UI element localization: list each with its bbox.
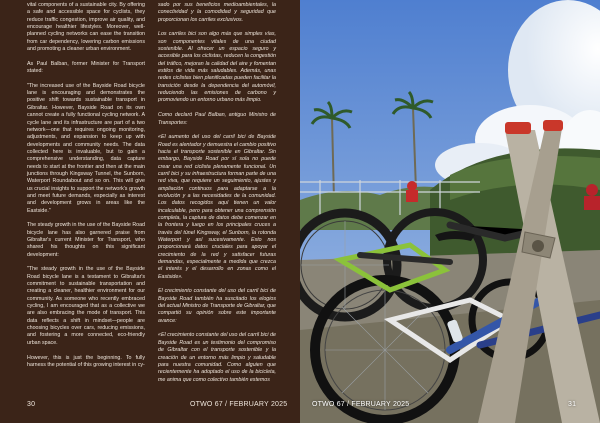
quote-paragraph: "The increased use of the Bayside Road bicycle lane is encouraging and demonstrates the positive shift towards sustainable transport in Gibraltar. However, Bayside Road on its own cannot create a fully functional cycling network. A cycle lane and its infrastructure are part of a two network—one that requires ongoing monitoring, adjustments, and expansion to keep up with developments and community needs. The data collected here is invaluable, but to gain a comprehensive understanding, data capture needs to start at the frontier and then at the main junctions through Kingsway Tunnel, the Sunborn, Waterport Roundabout and so on. This will give us crucial insights to support the network's growth and meet future demands, especially as interest and development grows in areas like the Eastside." <box>27 82 145 214</box>
paragraph: sado por sus beneficios medioambientales, la conectividad y la comodidad y seguridad que proporcionan los carriles exclusivos. <box>158 2 276 23</box>
paragraph: vital components of a sustainable city. By offering a safe and accessible space for cyclists, they reduce traffic congestion, improve air quality, and encourage healthier lifestyles. Moreover, well-planned cycling networks can ease the transition from car dependency, lowering carbon emissions and promoting a cleaner urban environment. <box>27 2 145 53</box>
paragraph: Como declaró Paul Balban, antiguo Ministro de Transportes: <box>158 112 276 126</box>
cyclist <box>584 184 600 210</box>
spanish-text-column <box>158 2 276 391</box>
page-number: 30 <box>27 401 36 408</box>
bicycle-rack-photo <box>300 0 600 423</box>
paragraph: El crecimiento constante del uso del carril bici de Bayside Road también ha suscitado los elogios del actual Ministro de Transporte de Gibraltar, que compartió su opinión sobre este importante avance: <box>158 288 276 324</box>
magazine-issue-label: OTWO 67 / FEBRUARY 2025 <box>312 401 410 408</box>
paragraph: As Paul Balban, former Minister for Transport stated: <box>27 60 145 75</box>
paragraph: The steady growth in the use of the Bayside Road bicycle lane has also garnered praise from Gibraltar's current Minister for Transport, who shared his thoughts on this significant development: <box>27 222 145 258</box>
paragraph: Los carriles bici son algo más que simples vías, son componentes vitales de una ciudad sostenible. Al ofrecer un espacio seguro y accesible para los ciclistas, reducen la congestión del tráfico, mejoran la calidad del aire y fomentan estilos de vida más saludables. Además, unas redes ciclistas bien planificadas pueden facilitar la transición desde la dependencia del automóvil, reduciendo las emisiones de carbono y promoviendo un entorno urbano más limpio. <box>158 31 276 104</box>
page-number: 31 <box>568 401 577 408</box>
right-page <box>300 0 600 423</box>
paragraph: However, this is just the beginning. To fully harness the potential of this growing interest in cy- <box>27 354 145 368</box>
magazine-issue-label: OTWO 67 / FEBRUARY 2025 <box>190 401 288 408</box>
quote-paragraph: «El crecimiento constante del uso del carril bici de Bayside Road es un testimonio del compromiso de Gibraltar con el transporte sostenible y la creación de un entorno más limpio y saludable para nuestra comunidad. Como alguien que recientemente ha adoptado el uso de la bicicleta, me anima que como colectivo también estemos <box>158 332 276 383</box>
quote-paragraph: «El aumento del uso del carril bici de Bayside Road es alentador y demuestra el cambio positivo hacia el transporte sostenible en Gibraltar. Sin embargo, Bayside Road por sí sola no puede crear una red ciclista plenamente funcional. Un carril bici y su infraestructura forman parte de una red viva, que requiere un seguimiento, ajustes y ampliación continuos para adaptarse a la evolución y a las necesidades de la comunidad. Los datos recogidos aquí tienen un valor incalculable, pero para obtener una comprensión completa, la captura de datos debe comenzar en la frontera y luego en los principales cruces a través del túnel Kingsway, el Sunborn, la rotonda Waterport y así sucesivamente. Esto nos proporcionará datos cruciales para apoyar el crecimiento de la red y satisfacer futuras demandas, especialmente a medida que crezca el interés y el desarrollo en zonas como el Eastside». <box>158 134 276 280</box>
cyclist <box>406 181 418 202</box>
english-text-column <box>27 2 145 377</box>
quote-paragraph: "The steady growth in the use of the Bayside Road bicycle lane is a testament to Gibraltar's commitment to sustainable transportation and creating a cleaner, healthier environment for our community. As someone who recently embraced cycling, I am encouraged that as a collective we are also embracing the mode of transport. This data reflects a shift in mindset—people are choosing bicycles over cars, reducing emissions, and fostering a more connected, eco-friendly urban space. <box>27 266 145 346</box>
